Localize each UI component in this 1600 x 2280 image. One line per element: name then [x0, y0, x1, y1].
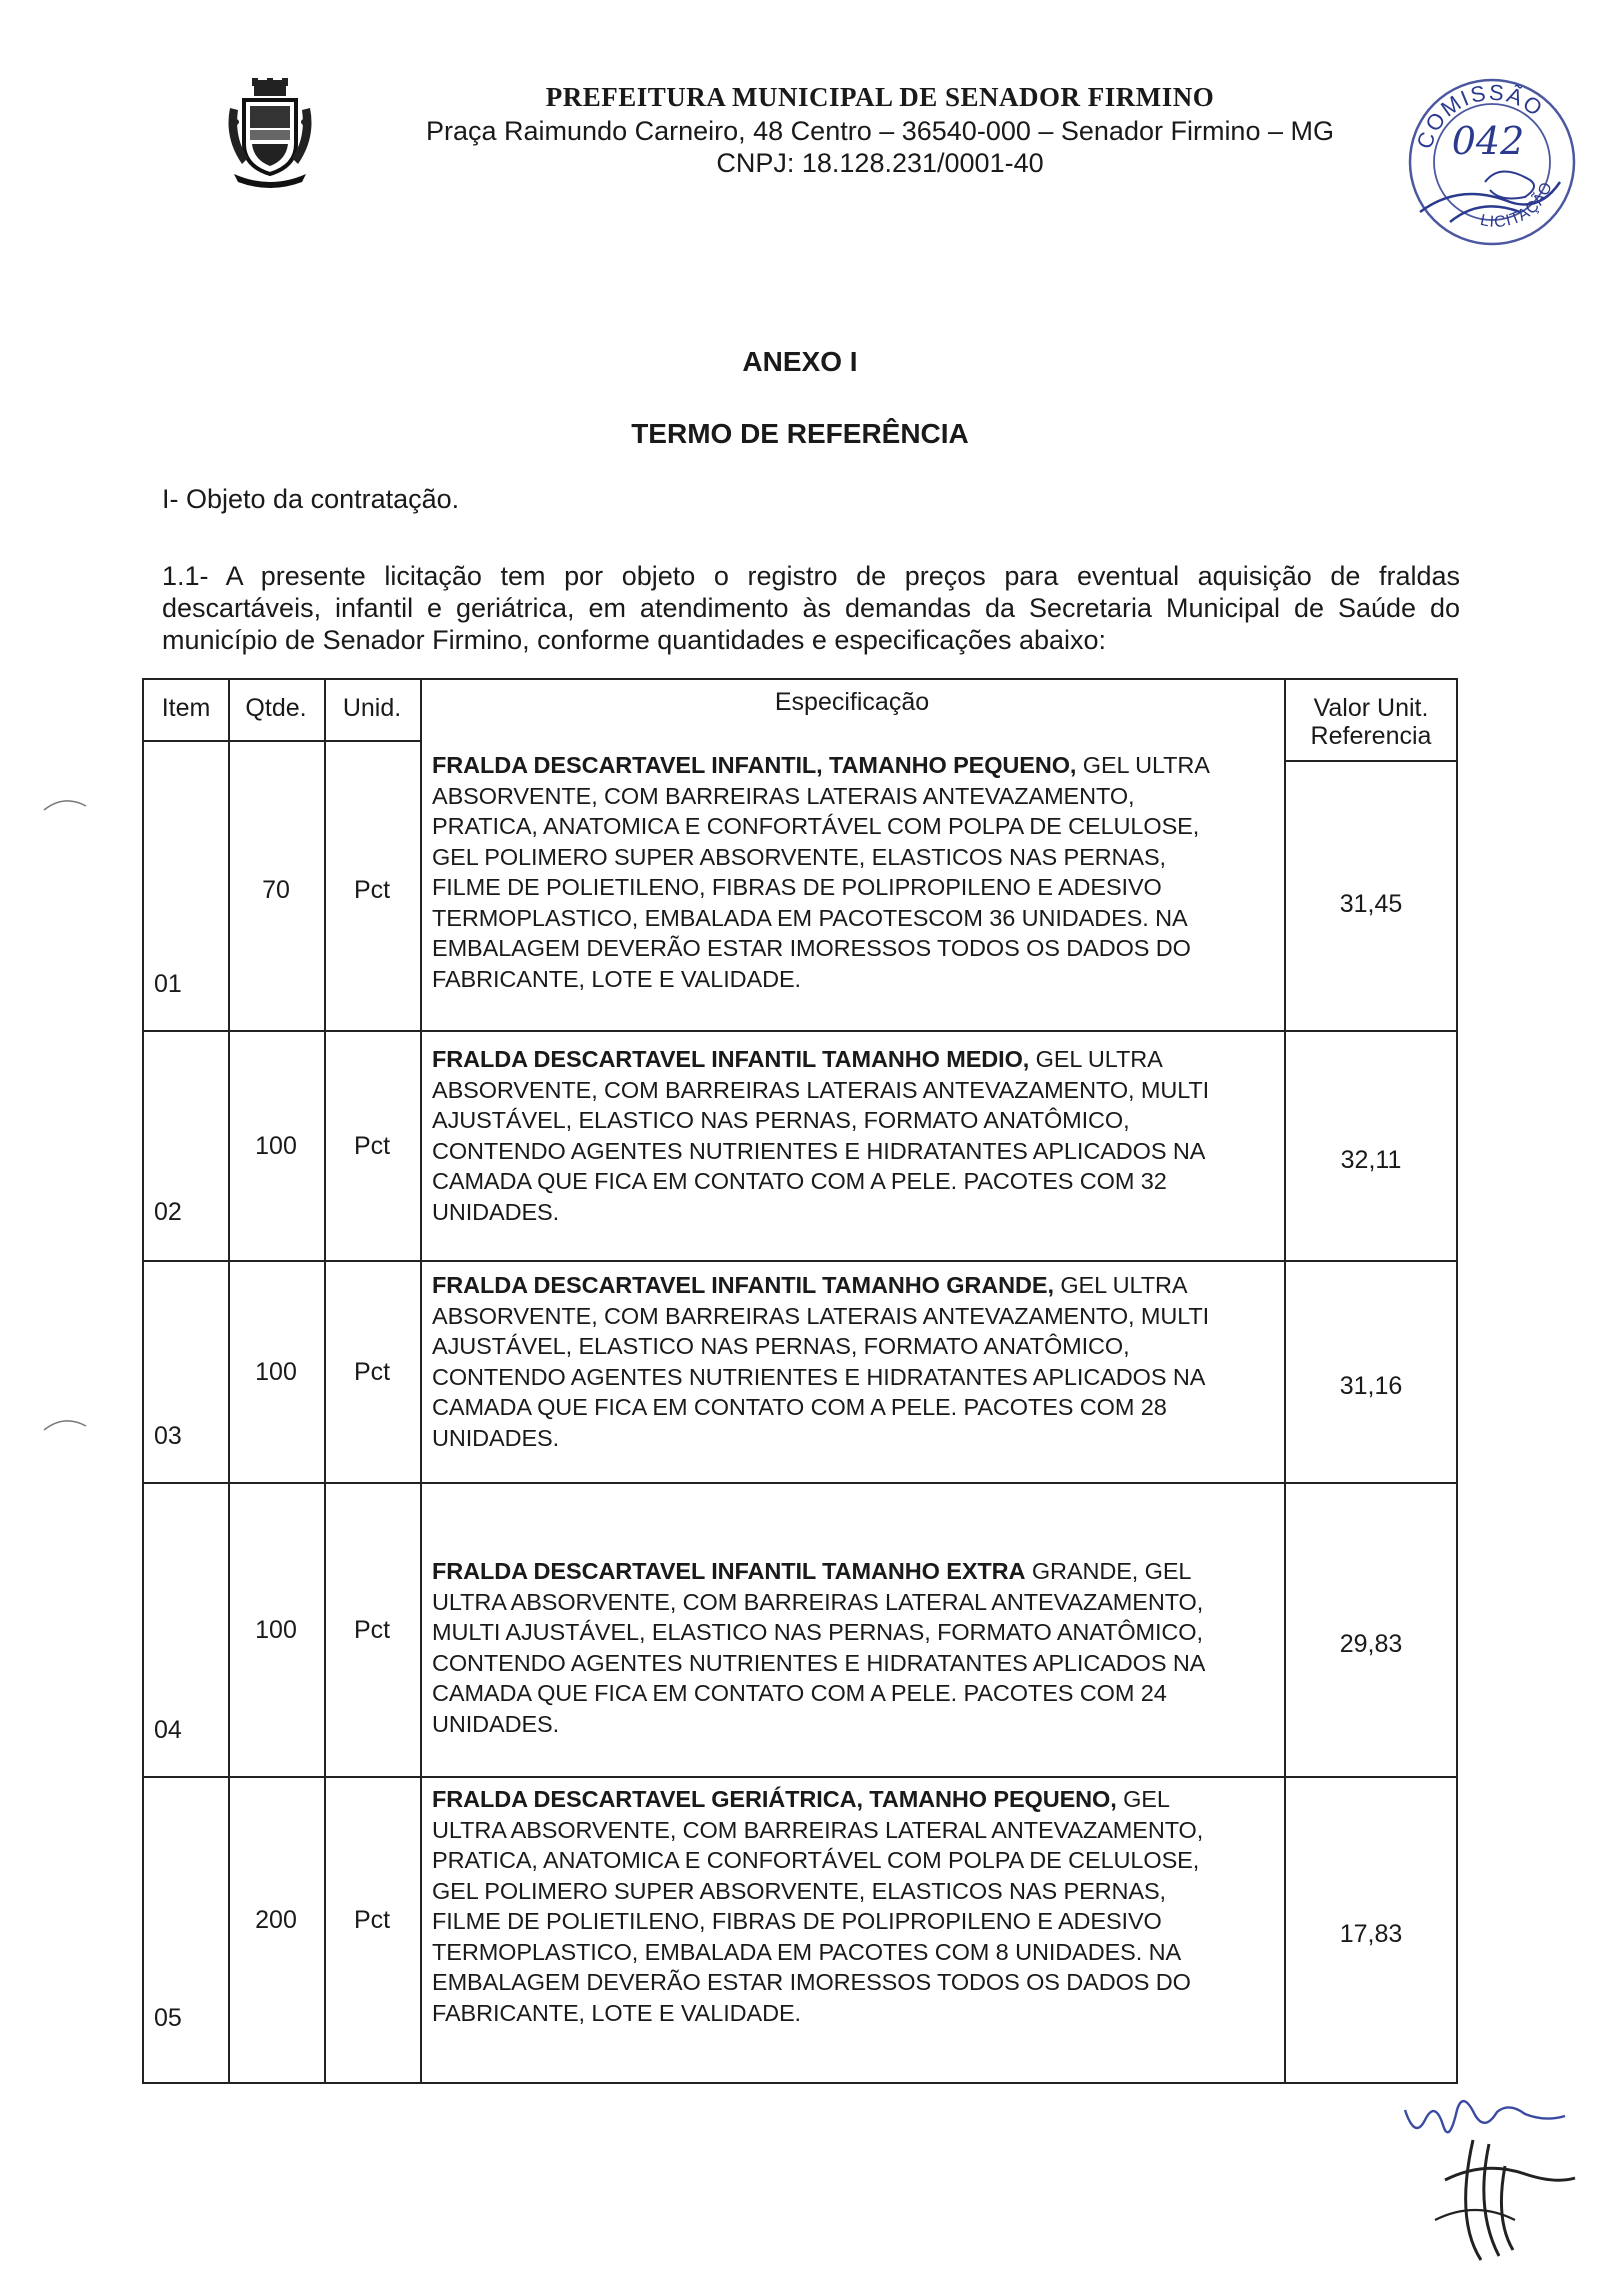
col-header-unit: Unid.	[342, 694, 402, 722]
row-spec-line: ULTRA ABSORVENTE, COM BARREIRAS LATERAL ANTEVAZAMENTO,	[432, 1588, 1204, 1615]
row-spec-line: GEL ULTRA	[1029, 1046, 1163, 1072]
row-spec-line: GEL	[1116, 1786, 1170, 1812]
row-qty: 70	[262, 876, 290, 904]
col-header-price-line1: Valor Unit.	[1313, 694, 1429, 722]
row-price: 31,16	[1339, 1372, 1403, 1400]
stamp-top-text: COMISSÃO	[1411, 79, 1549, 152]
row-price: 31,45	[1339, 890, 1403, 918]
row-spec-line: CONTENDO AGENTES NUTRIENTES E HIDRATANTES APLICADOS NA	[432, 1363, 1206, 1390]
row-spec-line: GEL POLIMERO SUPER ABSORVENTE, ELASTICOS NAS PERNAS,	[432, 1877, 1166, 1904]
row-spec-line: ABSORVENTE, COM BARREIRAS LATERAIS ANTEVAZAMENTO, MULTI	[432, 1076, 1210, 1103]
header-cnpj: CNPJ: 18.128.231/0001-40	[716, 148, 1044, 178]
row-spec-line: CAMADA QUE FICA EM CONTATO COM A PELE. PACOTES COM 32	[432, 1168, 1167, 1194]
row-unit: Pct	[353, 1132, 391, 1160]
row-spec-line: AJUSTÁVEL, ELASTICO NAS PERNAS, FORMATO ANATÔMICO,	[432, 1107, 1130, 1133]
annex-title: ANEXO I	[742, 346, 858, 377]
row-unit: Pct	[353, 1906, 391, 1934]
row-spec-bold: FRALDA DESCARTAVEL INFANTIL, TAMANHO PEQUENO,	[432, 752, 1077, 778]
row-spec-line: CAMADA QUE FICA EM CONTATO COM A PELE. PACOTES COM 28	[432, 1394, 1167, 1420]
row-spec-line: PRATICA, ANATOMICA E CONFORTÁVEL COM POLPA DE CELULOSE,	[432, 813, 1200, 839]
row-spec-line: GEL ULTRA	[1053, 1272, 1188, 1298]
row-spec-line: AJUSTÁVEL, ELASTICO NAS PERNAS, FORMATO ANATÔMICO,	[432, 1333, 1130, 1359]
row-spec-line: FABRICANTE, LOTE E VALIDADE.	[432, 1999, 801, 2026]
row-qty: 100	[255, 1358, 297, 1386]
row-qty: 100	[255, 1616, 297, 1644]
row-spec-line: CONTENDO AGENTES NUTRIENTES E HIDRATANTES APLICADOS NA	[432, 1137, 1206, 1164]
row-spec-line: TERMOPLASTICO, EMBALADA EM PACOTESCOM 36 UNIDADES. NA	[432, 904, 1188, 931]
row-item-number: 02	[154, 1198, 182, 1226]
row-spec-bold: FRALDA DESCARTAVEL INFANTIL TAMANHO GRANDE,	[432, 1272, 1054, 1298]
row-spec-line: FABRICANTE, LOTE E VALIDADE.	[432, 965, 801, 992]
header-address: Praça Raimundo Carneiro, 48 Centro – 36540-000 – Senador Firmino – MG	[426, 116, 1334, 146]
row-spec-line: UNIDADES.	[432, 1424, 560, 1451]
col-header-item: Item	[161, 694, 211, 722]
row-spec-line: CONTENDO AGENTES NUTRIENTES E HIDRATANTES APLICADOS NA	[432, 1649, 1206, 1676]
row-spec-line: FILME DE POLIETILENO, FIBRAS DE POLIPROPILENO E ADESIVO	[432, 874, 1162, 900]
row-unit: Pct	[353, 876, 391, 904]
row-spec-line: MULTI AJUSTÁVEL, ELASTICO NAS PERNAS, FORMATO ANATÔMICO,	[432, 1619, 1203, 1645]
stamp-bottom-text: LICITAÇÃO	[1478, 179, 1557, 232]
col-header-price	[1284, 694, 1458, 750]
row-price: 17,83	[1339, 1920, 1403, 1948]
items-table	[142, 678, 1458, 2084]
header-org-name: PREFEITURA MUNICIPAL DE SENADOR FIRMINO	[545, 82, 1215, 112]
signature-icon	[1385, 2070, 1585, 2270]
row-spec-line: CAMADA QUE FICA EM CONTATO COM A PELE. PACOTES COM 24	[432, 1680, 1167, 1706]
row-spec-line: GEL POLIMERO SUPER ABSORVENTE, ELASTICOS NAS PERNAS,	[432, 843, 1166, 870]
row-spec-line: EMBALAGEM DEVERÃO ESTAR IMORESSOS TODOS OS DADOS DO	[432, 935, 1191, 961]
col-header-qty: Qtde.	[245, 694, 307, 722]
row-item-number: 01	[154, 970, 182, 998]
row-spec-bold: FRALDA DESCARTAVEL INFANTIL TAMANHO MEDIO,	[432, 1046, 1030, 1072]
row-qty: 200	[255, 1906, 297, 1934]
row-spec-line: FILME DE POLIETILENO, FIBRAS DE POLIPROPILENO E ADESIVO	[432, 1908, 1162, 1934]
coat-of-arms-icon	[222, 78, 318, 190]
stamp-icon	[1390, 62, 1595, 247]
row-unit: Pct	[353, 1616, 391, 1644]
row-spec-line: TERMOPLASTICO, EMBALADA EM PACOTES COM 8 UNIDADES. NA	[432, 1938, 1182, 1965]
row-spec-bold: FRALDA DESCARTAVEL GERIÁTRICA, TAMANHO PEQUENO,	[432, 1786, 1117, 1812]
row-spec-bold: FRALDA DESCARTAVEL INFANTIL TAMANHO EXTRA	[432, 1558, 1026, 1584]
col-header-price-line2: Referencia	[1310, 722, 1432, 750]
row-spec-line: ULTRA ABSORVENTE, COM BARREIRAS LATERAL ANTEVAZAMENTO,	[432, 1816, 1204, 1843]
row-spec-line: PRATICA, ANATOMICA E CONFORTÁVEL COM POLPA DE CELULOSE,	[432, 1847, 1200, 1873]
row-spec-line: ABSORVENTE, COM BARREIRAS LATERAIS ANTEVAZAMENTO,	[432, 782, 1135, 809]
row-unit: Pct	[353, 1358, 391, 1386]
stamp-number: 042	[1451, 119, 1525, 163]
row-price: 29,83	[1339, 1630, 1403, 1658]
margin-marks-icon	[40, 790, 100, 1440]
row-price: 32,11	[1340, 1146, 1402, 1174]
row-spec-line: ABSORVENTE, COM BARREIRAS LATERAIS ANTEVAZAMENTO, MULTI	[432, 1302, 1210, 1329]
row-spec-line: UNIDADES.	[432, 1710, 560, 1737]
row-spec-line: EMBALAGEM DEVERÃO ESTAR IMORESSOS TODOS OS DADOS DO	[432, 1969, 1191, 1995]
intro-paragraph: 1.1- A presente licitação tem por objeto o registro de preços para eventual aquisição de fraldas descartáveis, infantil e geriátrica, em atendimento às demandas da Secretaria Municipal de Saúde do município de Senador Firmino, conforme quantidades e especificações abaixo:	[162, 561, 1460, 655]
row-item-number: 03	[154, 1422, 182, 1450]
doc-title: TERMO DE REFERÊNCIA	[631, 418, 969, 449]
row-spec	[432, 1270, 1282, 1453]
row-item-number: 05	[154, 2004, 182, 2032]
row-spec	[432, 1556, 1282, 1739]
section-title: I- Objeto da contratação.	[162, 484, 460, 514]
row-spec	[432, 750, 1282, 994]
row-spec-line: UNIDADES.	[432, 1198, 560, 1225]
row-item-number: 04	[154, 1716, 182, 1744]
row-spec-line: GRANDE, GEL	[1025, 1558, 1192, 1584]
row-spec	[432, 1044, 1282, 1227]
col-header-spec: Especificação	[774, 688, 930, 716]
row-spec-line: GEL ULTRA	[1076, 752, 1210, 778]
row-qty: 100	[255, 1132, 297, 1160]
row-spec	[432, 1784, 1282, 2028]
